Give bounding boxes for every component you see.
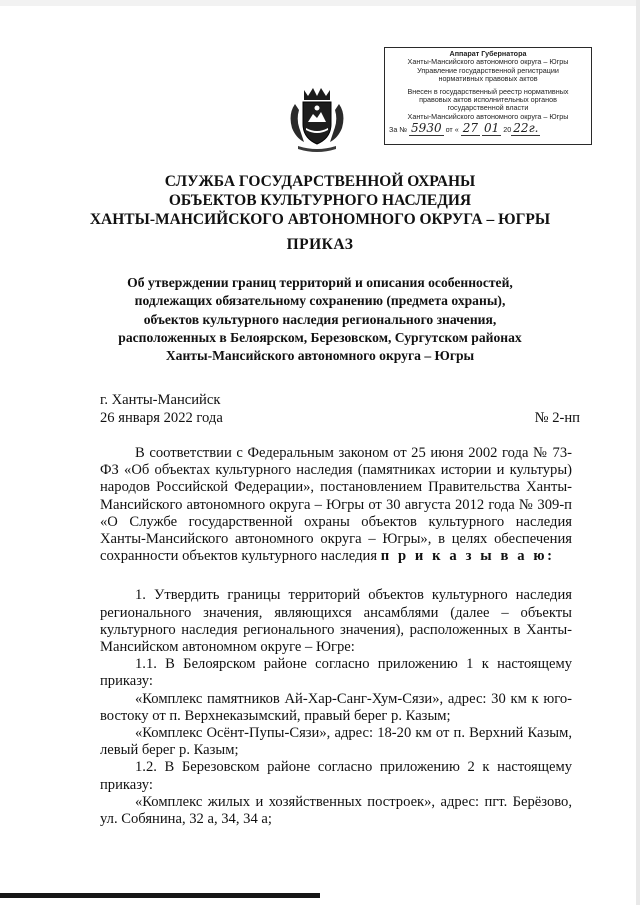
org-line: ОБЪЕКТОВ КУЛЬТУРНОГО НАСЛЕДИЯ [168,192,472,209]
stamp-reg-month: 01 [484,121,500,136]
stamp-reg-year: 22г. [513,121,539,136]
item-1-2: 1.2. В Березовском районе согласно приложению 2 к настоящему приказу: [100,759,572,793]
subject-line: расположенных в Белоярском, Березовском, Сургутском районах [118,329,522,345]
subject-line: Об утверждении границ территорий и описания особенностей, [127,275,513,290]
stamp-line: государственной власти [447,103,529,113]
organization-title [60,172,580,229]
subject-line: объектов культурного наследия регионального значения, [143,311,497,327]
stamp-line: Внесен в государственный реестр нормативных [407,86,569,96]
order-word: п р и к а з ы в а ю [380,548,548,565]
preamble-paragraph [100,445,572,565]
stamp-line: Ханты-Мансийского автономного округа – Югры [407,111,569,121]
stamp-line: Аппарат Губернатора [449,49,527,58]
city: г. Ханты-Мансийск [100,392,221,408]
stamp-line: нормативных правовых актов [438,74,538,84]
stamp-registration-line [389,121,587,136]
scan-bottom-bar [0,893,320,898]
coat-of-arms-icon [286,84,348,154]
object-3: «Комплекс жилых и хозяйственных построек», адрес: пгт. Берёзово, ул. Собянина, 32 а, 34, 34 а; [100,793,572,828]
document-number: № 2-нп [534,410,580,426]
stamp-reg-from: от « [445,125,459,135]
registration-stamp [384,47,592,145]
document-date: 26 января 2022 года [100,410,223,426]
stamp-line: Ханты-Мансийского автономного округа – Югры [407,57,569,67]
stamp-reg-number: 5930 [411,121,442,136]
item-1: 1. Утвердить границы территорий объектов культурного наследия регионального значения, являющихся ансамблями (далее – объекты культурного наследия регионального значения), расположенных в Ханты-Мансийском автономном округе – Югре: [100,587,572,656]
object-1: «Комплекс памятников Ай-Хар-Санг-Хум-Сязи», адрес: 30 км к юго-востоку от п. Верхнеказымский, правый берег р. Казым; [100,690,572,724]
object-2: «Комплекс Осёнт-Пупы-Сязи», адрес: 18-20 км от п. Верхний Казым, левый берег р. Казым; [100,725,572,759]
org-line: СЛУЖБА ГОСУДАРСТВЕННОЙ ОХРАНЫ [164,173,476,190]
stamp-line: правовых актов исполнительных органов [419,95,557,105]
scan-edge-top [0,0,640,6]
document-body [100,445,572,828]
preamble-text: В соответствии с Федеральным законом от 25 июня 2002 года № 73-ФЗ «Об объектах культурного наследия (памятниках истории и культуры) народов Российской Федерации», постановлением Правительства Ханты-Мансийского автономного округа – Югры от 30 августа 2012 года № 309-п «О Службе государственной охраны объектов культурного наследия Ханты-Мансийского автономного округа – Югры», в целях обеспечения сохранности объектов культурного наследия [100,445,572,565]
order-colon: : [547,548,553,565]
document-type: ПРИКАЗ [286,236,354,253]
subject-line: Ханты-Мансийского автономного округа – Югры [165,348,475,364]
org-line: ХАНТЫ-МАНСИЙСКОГО АВТОНОМНОГО ОКРУГА – ЮГРЫ [89,211,551,228]
scan-edge-right [636,0,640,905]
subject-line: подлежащих обязательному сохранению (предмета охраны), [134,293,506,309]
stamp-reg-prefix: За № [389,125,408,135]
stamp-reg-year-prefix: 20 [503,125,512,135]
document-subject [60,274,580,365]
document-meta [100,391,580,427]
stamp-reg-day: 27 [462,121,479,136]
stamp-line: Управление государственной регистрации [417,65,559,75]
item-1-1: 1.1. В Белоярском районе согласно приложению 1 к настоящему приказу: [100,656,572,690]
